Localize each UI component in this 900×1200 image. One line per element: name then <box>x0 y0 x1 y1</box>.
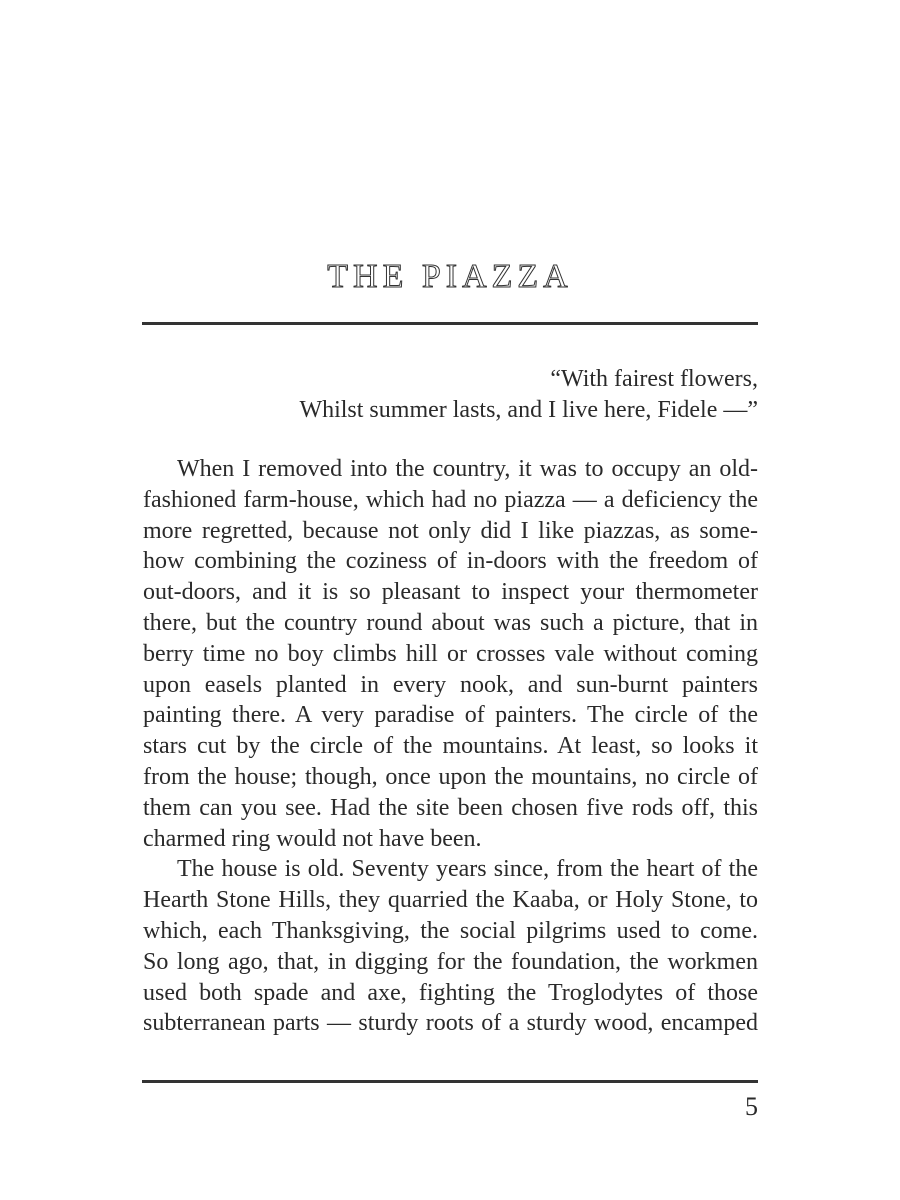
text-line: The house is old. Seventy years since, from the heart of the <box>177 856 758 883</box>
page-number: 5 <box>745 1092 758 1121</box>
epigraph <box>299 364 758 426</box>
text-line: When I removed into the country, it was to occupy an old- <box>177 456 758 482</box>
text-line: subterranean parts — sturdy roots of a sturdy wood, encamped <box>143 1010 758 1037</box>
chapter-title: THE PIAZZA <box>327 258 573 295</box>
paragraph <box>143 454 758 854</box>
text-line: there, but the country round about was such a picture, that in <box>143 609 758 636</box>
text-line: fashioned farm-house, which had no piazza — a deficiency the <box>143 486 758 513</box>
text-line: berry time no boy climbs hill or crosses vale without coming <box>143 640 758 667</box>
top-rule <box>142 322 758 325</box>
text-line: out-doors, and it is so pleasant to inspect your thermometer <box>143 579 758 606</box>
text-line: stars cut by the circle of the mountains. At least, so looks it <box>143 733 758 760</box>
bottom-rule <box>142 1080 758 1083</box>
text-line: from the house; though, once upon the mountains, no circle of <box>143 763 758 790</box>
text-line: charmed ring would not have been. <box>143 825 482 852</box>
text-line: used both spade and axe, fighting the Troglodytes of those <box>143 979 758 1006</box>
text-line: how combining the coziness of in-doors with the freedom of <box>143 548 758 575</box>
text-line: Hearth Stone Hills, they quarried the Kaaba, or Holy Stone, to <box>143 887 758 914</box>
text-line: So long ago, that, in digging for the foundation, the workmen <box>143 948 758 975</box>
text-line: upon easels planted in every nook, and sun-burnt painters <box>143 671 758 698</box>
text-line: which, each Thanksgiving, the social pilgrims used to come. <box>143 917 758 944</box>
paragraph <box>143 854 758 1039</box>
text-line: more regretted, because not only did I like piazzas, as some- <box>143 517 758 544</box>
epigraph-line: Whilst summer lasts, and I live here, Fidele —” <box>299 397 758 423</box>
body-text <box>143 454 758 1039</box>
text-line: painting there. A very paradise of painters. The circle of the <box>143 702 758 729</box>
epigraph-line: “With fairest flowers, <box>550 366 758 392</box>
text-line: them can you see. Had the site been chosen five rods off, this <box>143 794 758 821</box>
